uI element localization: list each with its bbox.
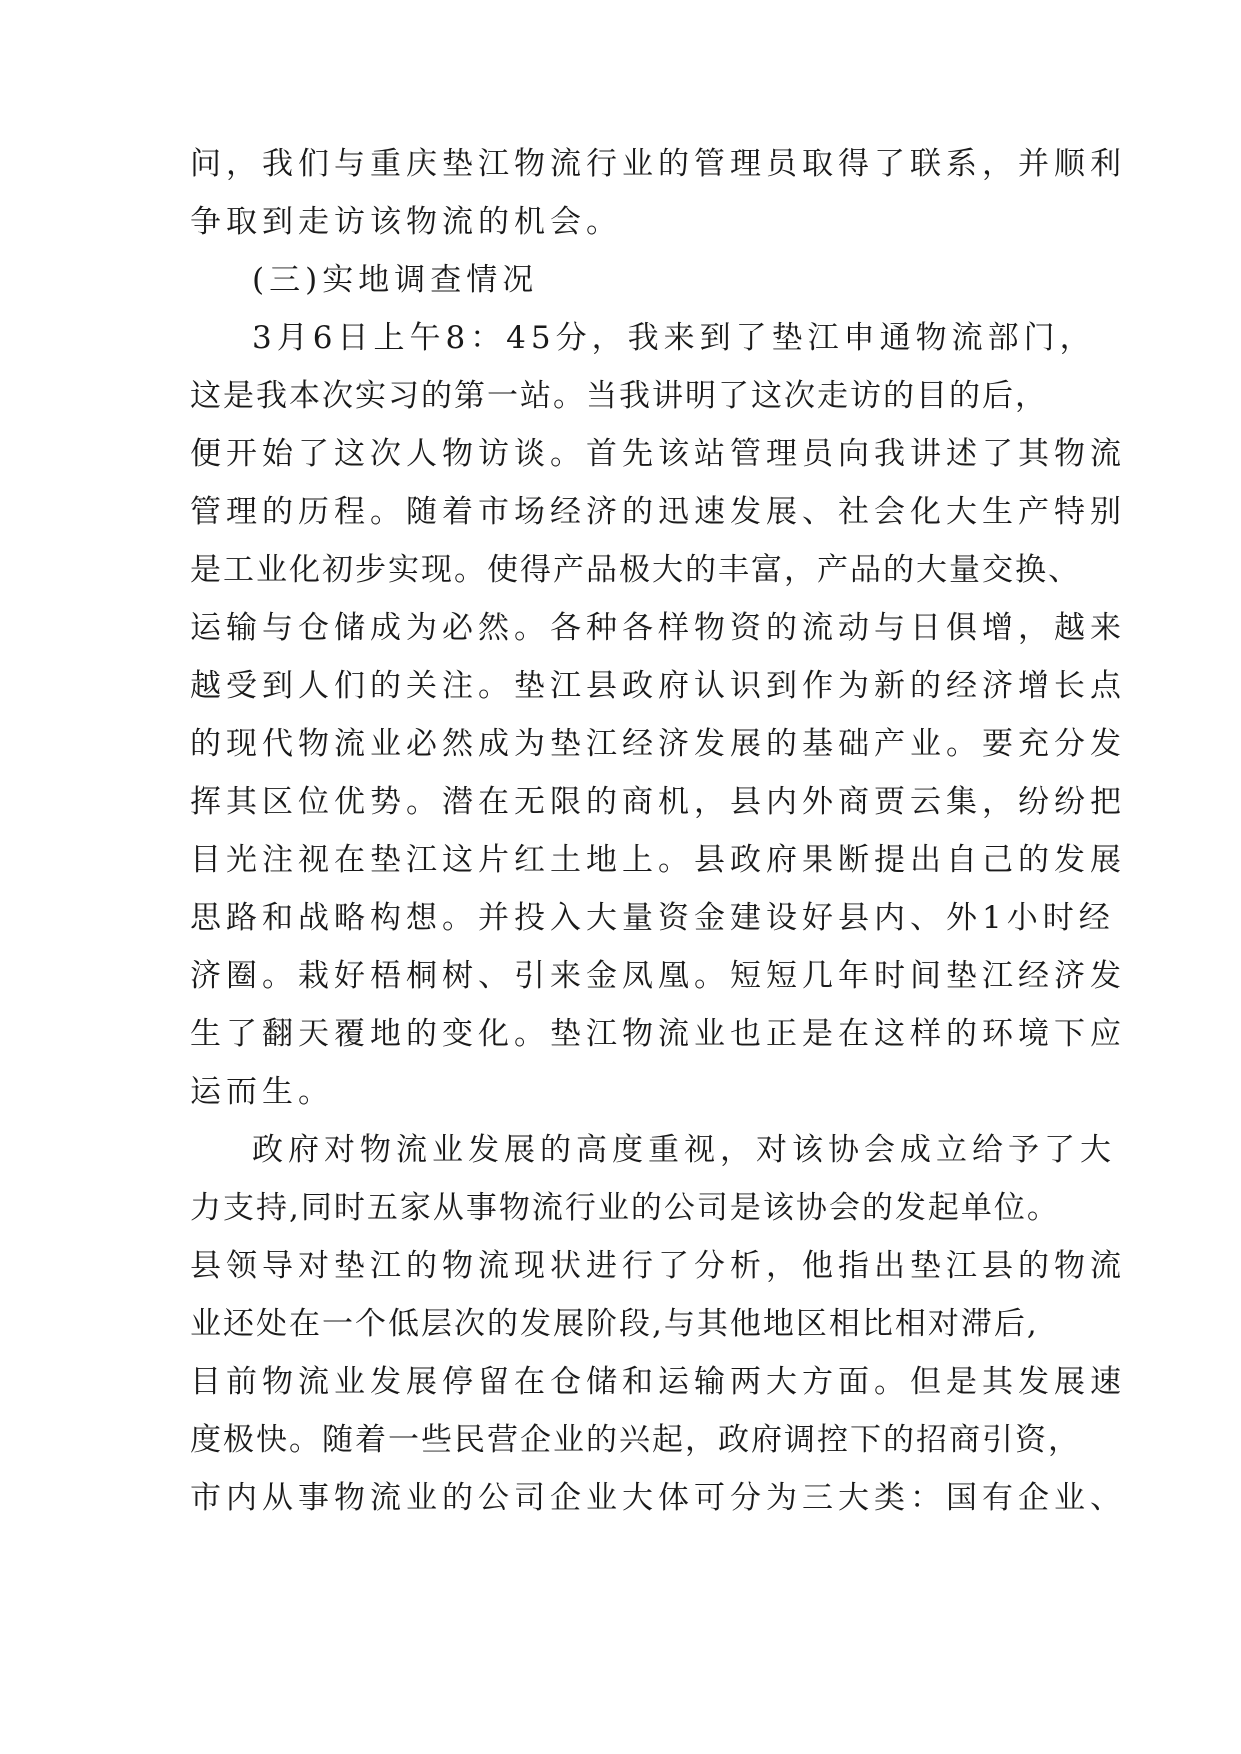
text-line: 问，我们与重庆垫江物流行业的管理员取得了联系，并顺利	[190, 146, 1126, 182]
text-line: 这是我本次实习的第一站。当我讲明了这次走访的目的后，	[190, 378, 1048, 414]
text-line: 力支持,同时五家从事物流行业的公司是该协会的发起单位。	[190, 1190, 1060, 1226]
text-line: 县领导对垫江的物流现状进行了分析，他指出垫江县的物流	[190, 1248, 1126, 1284]
text-line: 运而生。	[190, 1074, 334, 1110]
text-line: 度极快。随着一些民营企业的兴起，政府调控下的招商引资，	[190, 1422, 1081, 1458]
text-line: 的现代物流业必然成为垫江经济发展的基础产业。要充分发	[190, 726, 1126, 762]
text-line: 争取到走访该物流的机会。	[190, 204, 622, 240]
text-line: 便开始了这次人物访谈。首先该站管理员向我讲述了其物流	[190, 436, 1126, 472]
section-heading: (三)实地调查情况	[252, 262, 539, 298]
text-line: 生了翻天覆地的变化。垫江物流业也正是在这样的环境下应	[190, 1016, 1126, 1052]
text-line: 业还处在一个低层次的发展阶段,与其他地区相比相对滞后,	[190, 1306, 1039, 1342]
text-line: 3月6日上午8：45分，我来到了垫江申通物流部门，	[252, 320, 1096, 356]
text-line: 目光注视在垫江这片红土地上。县政府果断提出自己的发展	[190, 842, 1126, 878]
text-line: 思路和战略构想。并投入大量资金建设好县内、外1小时经	[190, 900, 1115, 936]
text-line: 管理的历程。随着市场经济的迅速发展、社会化大生产特别	[190, 494, 1126, 530]
text-line: 运输与仓储成为必然。各种各样物资的流动与日俱增，越来	[190, 610, 1126, 646]
text-line: 是工业化初步实现。使得产品极大的丰富，产品的大量交换、	[190, 552, 1081, 588]
text-line: 挥其区位优势。潜在无限的商机，县内外商贾云集，纷纷把	[190, 784, 1126, 820]
text-line: 济圈。栽好梧桐树、引来金凤凰。短短几年时间垫江经济发	[190, 958, 1126, 994]
text-line: 目前物流业发展停留在仓储和运输两大方面。但是其发展速	[190, 1364, 1126, 1400]
text-line: 政府对物流业发展的高度重视，对该协会成立给予了大	[252, 1132, 1116, 1168]
text-line: 市内从事物流业的公司企业大体可分为三大类：国有企业、	[190, 1480, 1126, 1516]
text-line: 越受到人们的关注。垫江县政府认识到作为新的经济增长点	[190, 668, 1126, 704]
